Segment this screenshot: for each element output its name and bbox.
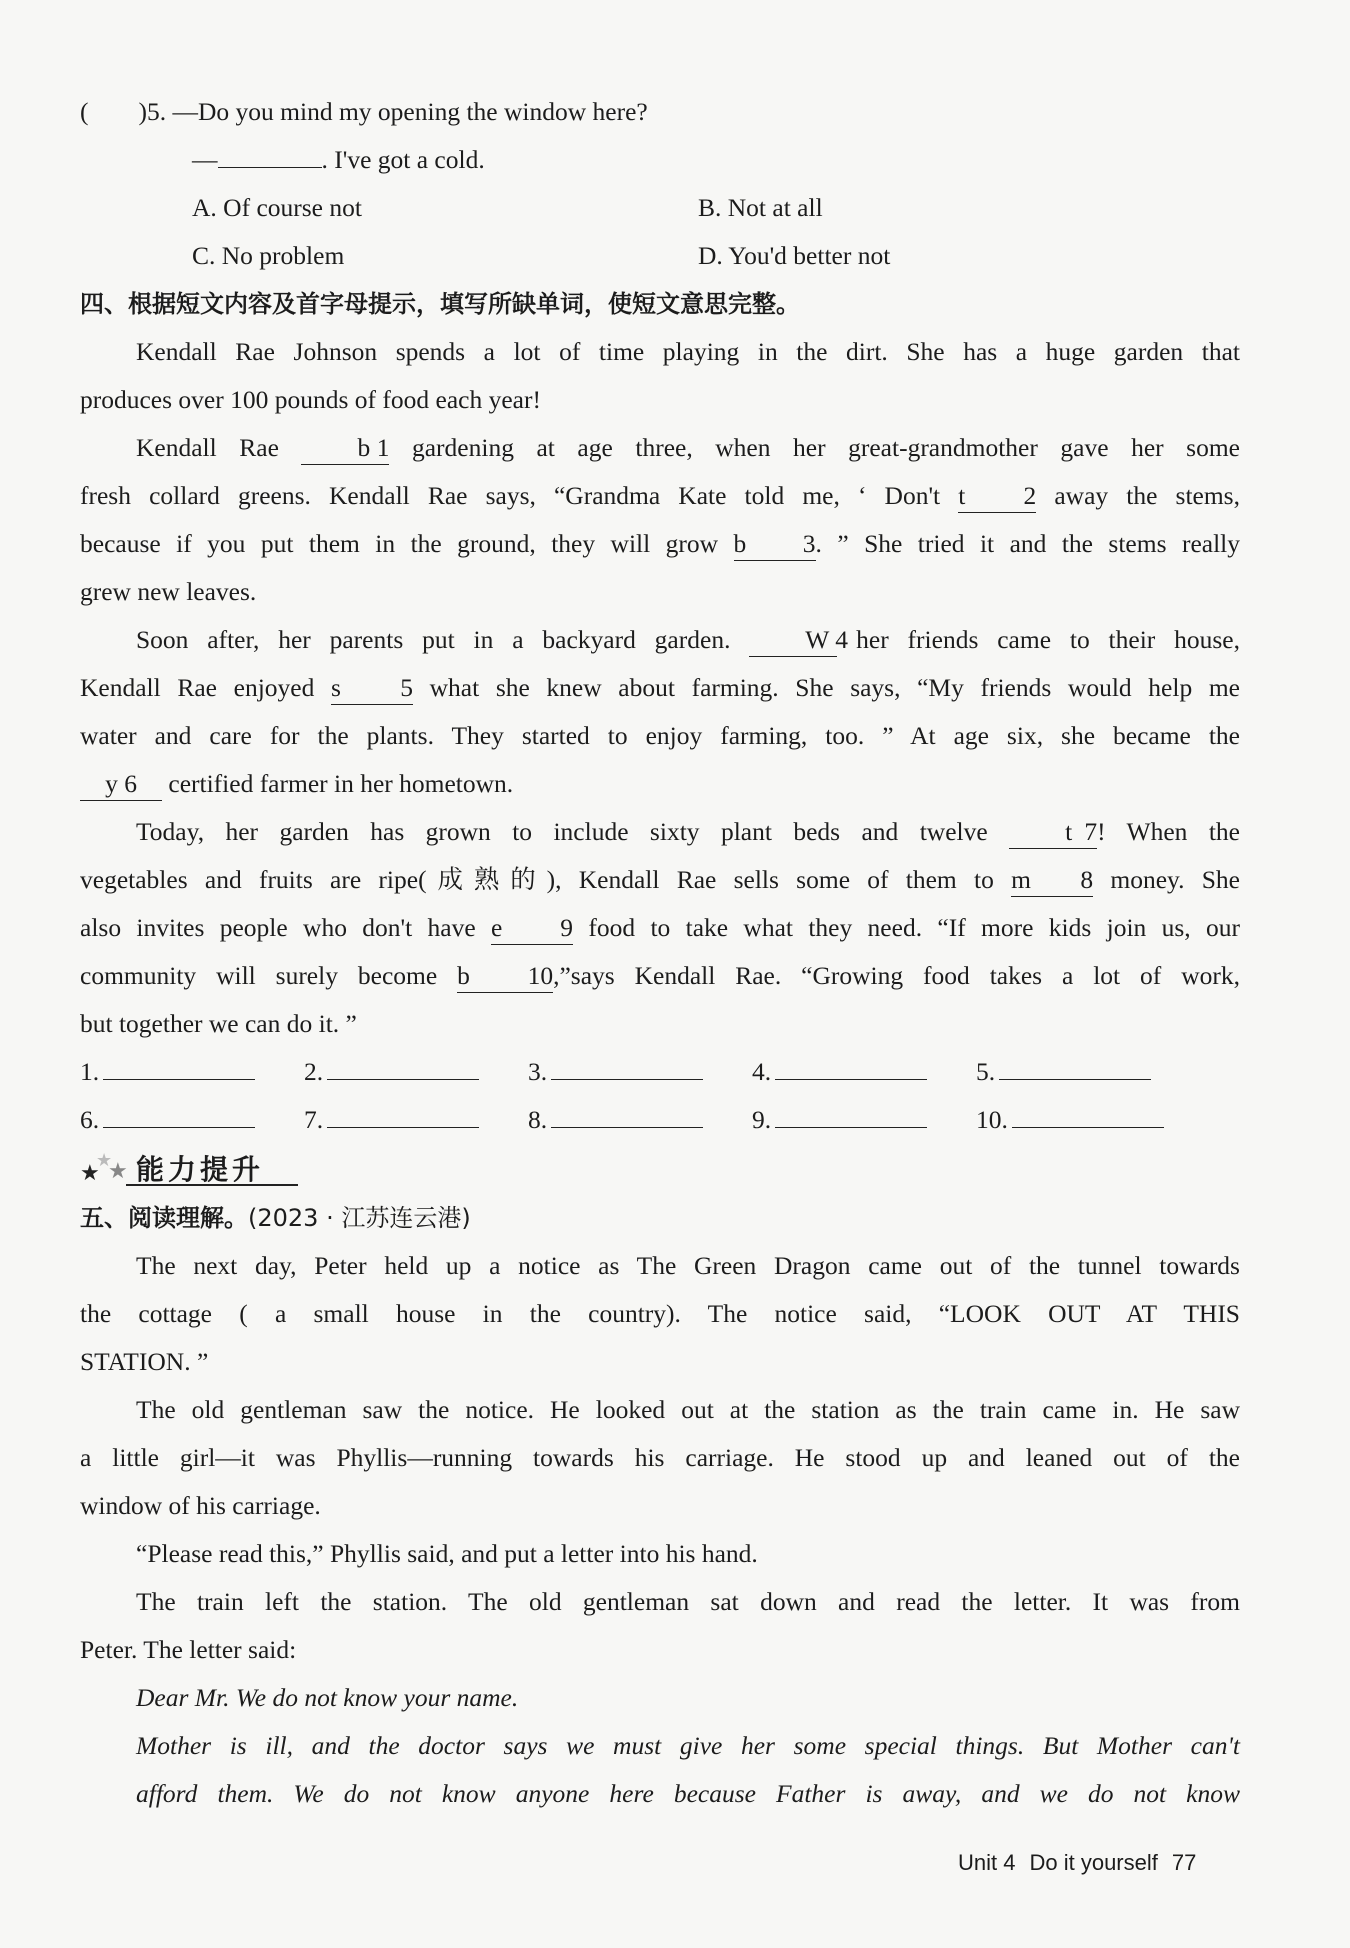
s4-p4-line1 — [80, 808, 1240, 856]
text: ! When the — [1097, 817, 1241, 846]
answer-label: 6. — [80, 1105, 100, 1134]
answer-slot-8[interactable] — [528, 1096, 703, 1144]
star-icon: ★ — [96, 1150, 113, 1170]
q5-option-c[interactable]: C. No problem — [192, 241, 345, 270]
q5-answer-line — [80, 136, 1240, 184]
answer-label: 7. — [304, 1105, 324, 1134]
banner-underline — [126, 1184, 298, 1186]
answer-line[interactable] — [775, 1049, 927, 1080]
s5-letter-line1: Dear Mr. We do not know your name. — [136, 1683, 519, 1712]
banner-title: 能力提升 — [136, 1153, 265, 1186]
q5-answer-suffix: . I've got a cold. — [321, 145, 485, 174]
answer-line[interactable] — [103, 1097, 255, 1128]
s5-p4-line1: The train left the station. The old gentleman sat down and read the letter. It was from — [136, 1587, 1240, 1616]
s5-letter-line2: Mother is ill, and the doctor says we must give her some special things. But Mother can't — [136, 1731, 1240, 1760]
answer-line[interactable] — [327, 1097, 479, 1128]
text: away the stems, — [1036, 481, 1240, 510]
answer-slot-9[interactable] — [752, 1096, 927, 1144]
star-icon: ★ — [80, 1160, 100, 1185]
answer-slot-7[interactable] — [304, 1096, 479, 1144]
ability-banner — [80, 1144, 1240, 1194]
s4-p4-line3 — [80, 904, 1240, 952]
text: Kendall Rae enjoyed — [80, 673, 331, 702]
s4-p2-line1 — [80, 424, 1240, 472]
answer-row-2 — [80, 1096, 1240, 1144]
answer-line[interactable] — [551, 1049, 703, 1080]
s4-p3-line3: water and care for the plants. They started to enjoy farming, too. ” At age six, she became the — [80, 721, 1240, 750]
text: fresh collard greens. Kendall Rae says, “Grandma Kate told me, ‘ Don't — [80, 481, 959, 510]
q5-option-d[interactable]: D. You'd better not — [698, 241, 891, 270]
answer-label: 8. — [528, 1105, 548, 1134]
s4-p3-line4 — [80, 760, 1240, 808]
section4-heading: 四、根据短文内容及首字母提示，填写所缺单词，使短文意思完整。 — [80, 290, 800, 318]
blank-6[interactable]: y 6 — [80, 768, 162, 801]
answer-line[interactable] — [999, 1049, 1151, 1080]
s4-p1-line2: produces over 100 pounds of food each year! — [80, 385, 541, 414]
s5-p3-line1: “Please read this,” Phyllis said, and put a letter into his hand. — [136, 1539, 758, 1568]
answer-slot-2[interactable] — [304, 1048, 479, 1096]
blank-10[interactable]: b 10 — [457, 960, 553, 993]
answer-label: 3. — [528, 1057, 548, 1086]
answer-label: 5. — [976, 1057, 996, 1086]
s4-p4-line4 — [80, 952, 1240, 1000]
page-footer — [958, 1850, 1210, 1876]
s4-p2-line3 — [80, 520, 1240, 568]
blank-8[interactable]: m 8 — [1011, 864, 1093, 897]
s4-p3-line2 — [80, 664, 1240, 712]
s5-p1-line3: STATION. ” — [80, 1347, 209, 1376]
answer-label: 1. — [80, 1057, 100, 1086]
text: food to take what they need. “If more kids join us, our — [573, 913, 1240, 942]
s5-p1-line1: The next day, Peter held up a notice as The Green Dragon came out of the tunnel towards — [136, 1251, 1240, 1280]
text: what she knew about farming. She says, “My friends would help me — [412, 673, 1240, 702]
blank-5[interactable]: s 5 — [331, 672, 413, 705]
answer-slot-5[interactable] — [976, 1048, 1151, 1096]
answer-line[interactable] — [327, 1049, 479, 1080]
star-icon: ★ — [108, 1158, 128, 1183]
s5-p4-line2: Peter. The letter said: — [80, 1635, 297, 1664]
page-number: 77 — [1171, 1850, 1197, 1875]
text: certified farmer in her hometown. — [162, 769, 514, 798]
answer-label: 9. — [752, 1105, 772, 1134]
answer-line[interactable] — [103, 1049, 255, 1080]
answer-line[interactable] — [775, 1097, 927, 1128]
s5-p2-line2: a little girl—it was Phyllis—running towards his carriage. He stood up and leaned out of the — [80, 1443, 1240, 1472]
answer-label: 10. — [976, 1105, 1008, 1134]
s4-p2-line4: grew new leaves. — [80, 577, 257, 606]
blank-1[interactable]: b 1 — [301, 432, 389, 465]
s5-letter-line3: afford them. We do not know anyone here because Father is away, and we do not know — [136, 1779, 1240, 1808]
s4-p4-line5: but together we can do it. ” — [80, 1009, 357, 1038]
q5-options-row-2 — [80, 232, 1240, 280]
answer-line[interactable] — [1012, 1097, 1164, 1128]
text: her friends came to their house, — [837, 625, 1240, 654]
s4-p2-line2 — [80, 472, 1240, 520]
text: vegetables and fruits are ripe(成熟的), Kendall Rae sells some of them to — [80, 865, 1012, 894]
blank-2[interactable]: t 2 — [958, 480, 1036, 513]
q5-question — [80, 88, 1240, 136]
text: Soon after, her parents put in a backyard garden. — [136, 625, 750, 654]
answer-slot-10[interactable] — [976, 1096, 1164, 1144]
answer-slot-4[interactable] — [752, 1048, 927, 1096]
section5-title: 五、阅读理解。 — [80, 1204, 248, 1232]
q5-answer-prefix: — — [192, 145, 218, 174]
q5-paren-left: ( — [80, 97, 89, 126]
s4-p4-line2 — [80, 856, 1240, 904]
text: money. She — [1093, 865, 1240, 894]
s5-p2-line3: window of his carriage. — [80, 1491, 321, 1520]
text: gardening at age three, when her great-grandmother gave her some — [389, 433, 1240, 462]
s4-p3-line1 — [80, 616, 1240, 664]
blank-4[interactable]: W 4 — [749, 624, 837, 657]
text: ,”says Kendall Rae. “Growing food takes a lot of work, — [553, 961, 1240, 990]
answer-slot-3[interactable] — [528, 1048, 703, 1096]
q5-option-a[interactable]: A. Of course not — [192, 193, 362, 222]
page-content — [80, 88, 1240, 1818]
footer-unit: Unit 4 — [958, 1850, 1016, 1875]
answer-slot-6[interactable] — [80, 1096, 255, 1144]
s5-p1-line2: the cottage ( a small house in the country). The notice said, “LOOK OUT AT THIS — [80, 1299, 1240, 1328]
footer-title: Do it yourself — [1029, 1850, 1158, 1875]
blank-9[interactable]: e 9 — [491, 912, 573, 945]
text: Today, her garden has grown to include sixty plant beds and twelve — [136, 817, 1010, 846]
q5-answer-blank[interactable] — [218, 167, 322, 168]
s5-p2-line1: The old gentleman saw the notice. He looked out at the station as the train came in. He saw — [136, 1395, 1240, 1424]
answer-row-1 — [80, 1048, 1240, 1096]
answer-slot-1[interactable] — [80, 1048, 255, 1096]
q5-options-row-1 — [80, 184, 1240, 232]
text: also invites people who don't have — [80, 913, 492, 942]
text: . ” She tried it and the stems really — [815, 529, 1240, 558]
s4-p1-line1: Kendall Rae Johnson spends a lot of time playing in the dirt. She has a huge garden that — [136, 337, 1240, 366]
q5-question-text: —Do you mind my opening the window here? — [172, 97, 648, 126]
q5-option-b[interactable]: B. Not at all — [698, 193, 823, 222]
text: because if you put them in the ground, they will grow — [80, 529, 734, 558]
blank-7[interactable]: t 7 — [1009, 816, 1097, 849]
answer-line[interactable] — [551, 1097, 703, 1128]
text: Kendall Rae — [136, 433, 302, 462]
blank-3[interactable]: b 3 — [734, 528, 816, 561]
answer-label: 2. — [304, 1057, 324, 1086]
section5-heading — [80, 1194, 1240, 1242]
text: community will surely become — [80, 961, 458, 990]
section5-source: (2023 · 江苏连云港) — [248, 1204, 471, 1232]
q5-number: )5. — [138, 97, 167, 126]
answer-label: 4. — [752, 1057, 772, 1086]
